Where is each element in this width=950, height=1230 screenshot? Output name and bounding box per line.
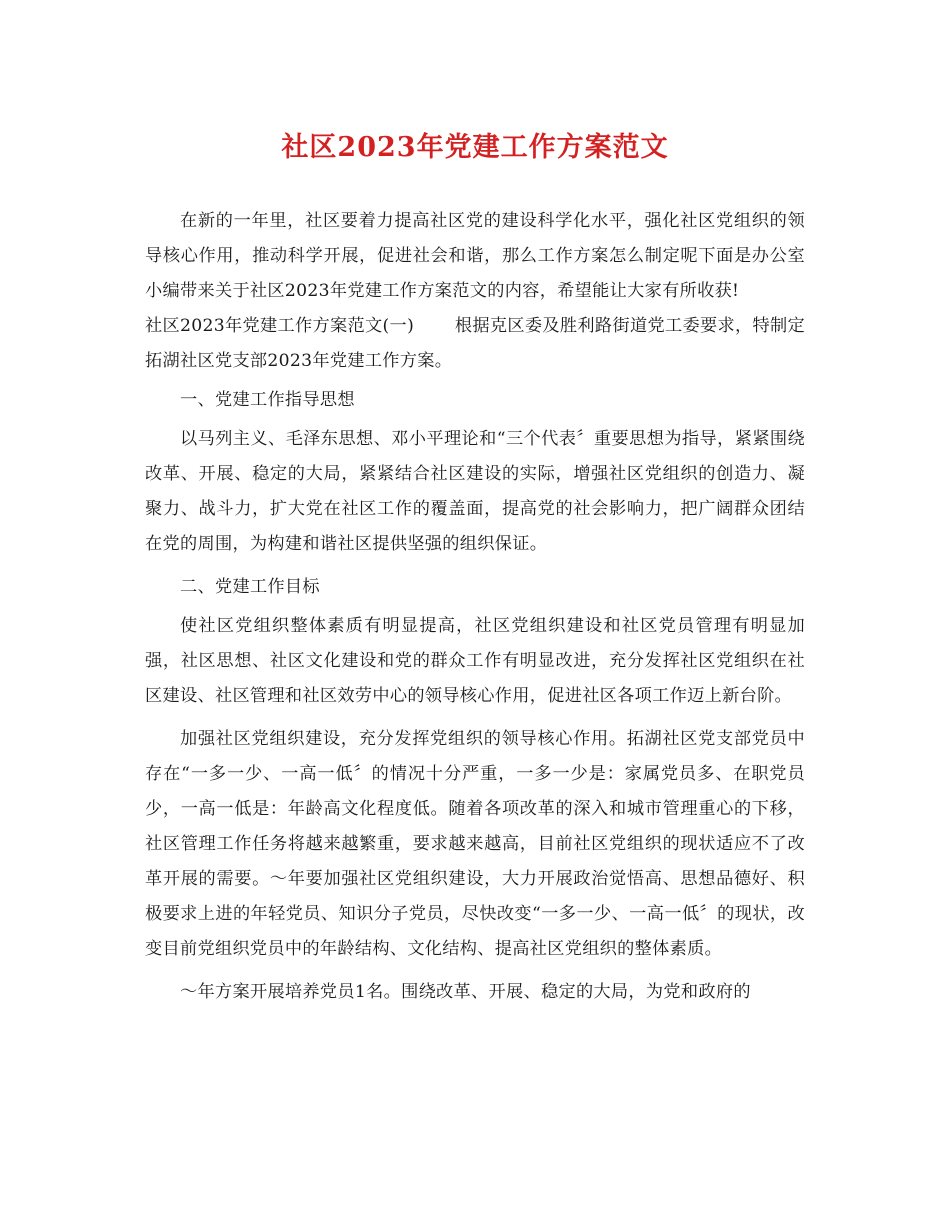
document-body — [145, 204, 805, 1010]
guiding-thought-paragraph: 以马列主义、毛泽东思想、邓小平理论和“三个代表〞重要思想为指导，紧紧围绕改革、开展、稳定的大局，紧紧结合社区建设的实际，增强社区党组织的创造力、凝聚力、战斗力，扩大党在社区工作的覆盖面，提高党的社会影响力，把广阔群众团结在党的周围，为构建和谐社区提供坚强的组织保证。 — [145, 429, 805, 554]
heading-guiding-thought: 一、党建工作指导思想 — [180, 390, 355, 410]
section-heading-paragraph: 社区2023年党建工作方案范文(一) 根据克区委及胜利路街道党工委要求，特制定拓湖社区党支部2023年党建工作方案。 — [145, 316, 805, 371]
work-goals-paragraph: 使社区党组织整体素质有明显提高，社区党组织建设和社区党员管理有明显加强，社区思想、社区文化建设和党的群众工作有明显改进，充分发挥社区党组织在社区建设、社区管理和社区效劳中心的领导核心作用，促进社区各项工作迈上新台阶。 — [145, 616, 805, 706]
intro-paragraph: 在新的一年里，社区要着力提高社区党的建设科学化水平，强化社区党组织的领导核心作用，推动科学开展，促进社会和谐，那么工作方案怎么制定呢下面是办公室小编带来关于社区2023年党建工作方案范文的内容，希望能让大家有所收获! — [145, 211, 805, 301]
organization-building-paragraph: 加强社区党组织建设，充分发挥党组织的领导核心作用。拓湖社区党支部党员中存在“一多一少、一高一低〞的情况十分严重，一多一少是：家属党员多、在职党员少，一高一低是：年龄高文化程度低。随着各项改革的深入和城市管理重心的下移，社区管理工作任务将越来越繁重，要求越来越高，目前社区党组织的现状适应不了改革开展的需要。～年要加强社区党组织建设，大力开展政治觉悟高、思想品德好、积极要求上进的年轻党员、知识分子党员，尽快改变“一多一少、一高一低〞的现状，改变目前党组织党员中的年龄结构、文化结构、提高社区党组织的整体素质。 — [145, 729, 805, 959]
training-plan-paragraph: ～年方案开展培养党员1名。围绕改革、开展、稳定的大局，为党和政府的 — [180, 982, 751, 1002]
heading-work-goals: 二、党建工作目标 — [180, 577, 320, 597]
document-title: 社区2023年党建工作方案范文 — [281, 132, 669, 163]
